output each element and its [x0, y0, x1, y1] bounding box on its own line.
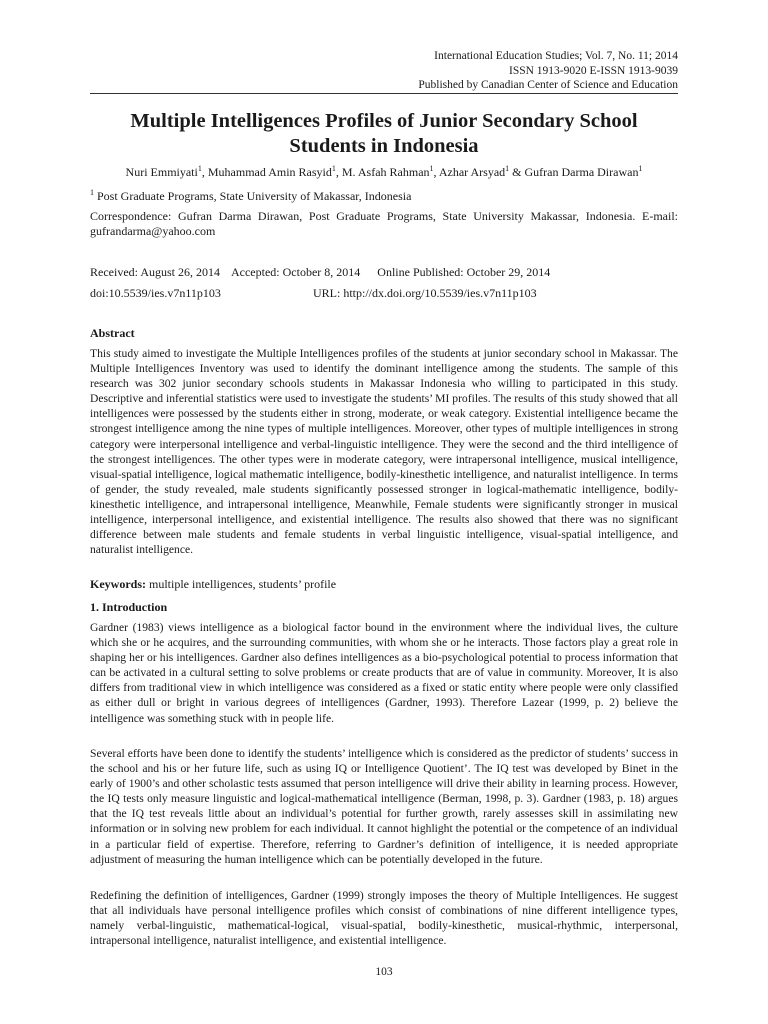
author-name: , M. Asfah Rahman — [335, 165, 430, 179]
introduction-heading: 1. Introduction — [90, 600, 168, 614]
author-affiliation-mark: 1 — [197, 164, 202, 173]
doi: doi:10.5539/ies.v7n11p103 — [90, 286, 221, 300]
author-name: , Azhar Arsyad — [433, 165, 506, 179]
affiliation — [90, 189, 411, 204]
journal-citation: International Education Studies; Vol. 7, No. 11; 2014 — [434, 50, 678, 62]
introduction-paragraph-2: Several efforts have been done to identify the students’ intelligence which is considered as the predictor of students’ success in the school and his or her future life, such as using IQ or Intelligence Quotient’. The IQ test was developed by Binet in the early of 1900’s and other scholastic tests assumed that person intelligence will drive their ability in learning process. However, the IQ tests only measure linguistic and logical-mathematical intelligence (Berman, 1998, p. 3). Gardner (1983, p. 18) argues that the IQ test reveals little about an individual’s potential for further growth, rarely assesses skill in assimilating new information or in solving new problem for each individual. It cannot highlight the potential or the competence of an individual in a particular field of expertise. Therefore, referring to Gardner’s definition of intelligence, it is needed appropriate adjustment of measuring the human intelligence which can be potentially developed in the future. — [90, 747, 678, 866]
journal-header — [278, 49, 678, 93]
affiliation-text: Post Graduate Programs, State University of Makassar, Indonesia — [94, 189, 412, 203]
published-date: Online Published: October 29, 2014 — [377, 265, 551, 279]
introduction-paragraph-1: Gardner (1983) views intelligence as a biological factor bound in the environment where the individual lives, the culture which she or he acquires, and the surrounding communities, with whom she or he interacts. Those factors play a great role in shaping her or his intelligences. Gardner also defines intelligences as a bio-psychological potential to process information that can be activated in a cultural setting to solve problems or create products that are of value in community. Moreover, It is also differs from traditional view in which intelligence was considered as a fixed or static entity where people were only classified as either dull or bright in various degrees of intelligences (Gardner, 1993). Therefore Lazear (1999, p. 2) believe the intelligence was something stuck with in people life. — [90, 621, 678, 725]
journal-issn: ISSN 1913-9020 E-ISSN 1913-9039 — [509, 64, 678, 77]
keywords-text: multiple intelligences, students’ profile — [146, 577, 337, 591]
author-affiliation-mark: 1 — [429, 164, 434, 173]
abstract-text: This study aimed to investigate the Multiple Intelligences profiles of the students at junior secondary school in Makassar. The Multiple Intelligences Inventory was used to identify the dominant intelligence among the students. The sample of this research was 302 junior secondary schools students in Makassar Indonesia who willing to participated in this study. Descriptive and inferential statistics were used to investigate the students’ MI profiles. The results of this study showed that all intelligences were possessed by the students either in strong, moderate, or weak category. Existential intelligence became the strongest intelligence among the nine types of multiple intelligences. Moreover, other types of multiple intelligences in strong category were interpersonal intelligence and verbal-linguistic intelligence. They were the second and the third intelligence of the strongest intelligences. The other types were in moderate category, were intrapersonal intelligence, musical intelligence, visual-spatial intelligence, logical mathematic intelligence, bodily-kinesthetic intelligence, and naturalist intelligence. In terms of gender, the study revealed, male students significantly possessed stronger in logical-mathematic intelligence, bodily-kinesthetic intelligence, and intrapersonal intelligence, Meanwhile, Female students were significantly stronger in musical intelligence, interpersonal intelligence, and existential intelligence. The results also showed that there was no significant difference between male students and female students in verbal linguistic intelligence, visual-spatial intelligence, and naturalist intelligence. — [90, 347, 678, 557]
author-list — [90, 165, 678, 180]
paper-title: Multiple Intelligences Profiles of Junior Secondary School Students in Indonesia — [130, 110, 638, 157]
header-divider — [90, 93, 678, 94]
page-number: 103 — [375, 966, 393, 978]
author-name: Nuri Emmiyati — [125, 165, 198, 179]
journal-publisher: Published by Canadian Center of Science and Education — [418, 79, 678, 91]
article-url[interactable]: URL: http://dx.doi.org/10.5539/ies.v7n11p103 — [313, 286, 537, 300]
keywords-label: Keywords: — [90, 577, 146, 591]
author-affiliation-mark: 1 — [638, 164, 643, 173]
introduction-paragraph-3: Redefining the definition of intelligences, Gardner (1999) strongly imposes the theory of Multiple Intelligences. He suggest that all individuals have personal intelligence profiles which consist of combinations of nine different intelligence types, namely verbal-linguistic, mathematical-logical, visual-spatial, bodily-kinesthetic, musical-rhythmic, interpersonal, intrapersonal intelligence, naturalist intelligence, and existential intelligence. — [90, 889, 678, 948]
received-date: Received: August 26, 2014 — [90, 265, 220, 279]
accepted-date: Accepted: October 8, 2014 — [230, 265, 361, 279]
abstract-heading: Abstract — [90, 326, 135, 340]
correspondence: Correspondence: Gufran Darma Dirawan, Post Graduate Programs, State University Makassar, Indonesia. E-mail: gufrandarma@yahoo.com — [90, 209, 678, 238]
affiliation-mark: 1 — [90, 188, 94, 197]
author-affiliation-mark: 1 — [505, 164, 510, 173]
doi-row — [90, 286, 537, 301]
publication-dates — [90, 265, 550, 280]
author-affiliation-mark: 1 — [331, 164, 336, 173]
keywords — [90, 577, 336, 592]
author-name: & Gufran Darma Dirawan — [509, 165, 639, 179]
author-name: , Muhammad Amin Rasyid — [201, 165, 332, 179]
